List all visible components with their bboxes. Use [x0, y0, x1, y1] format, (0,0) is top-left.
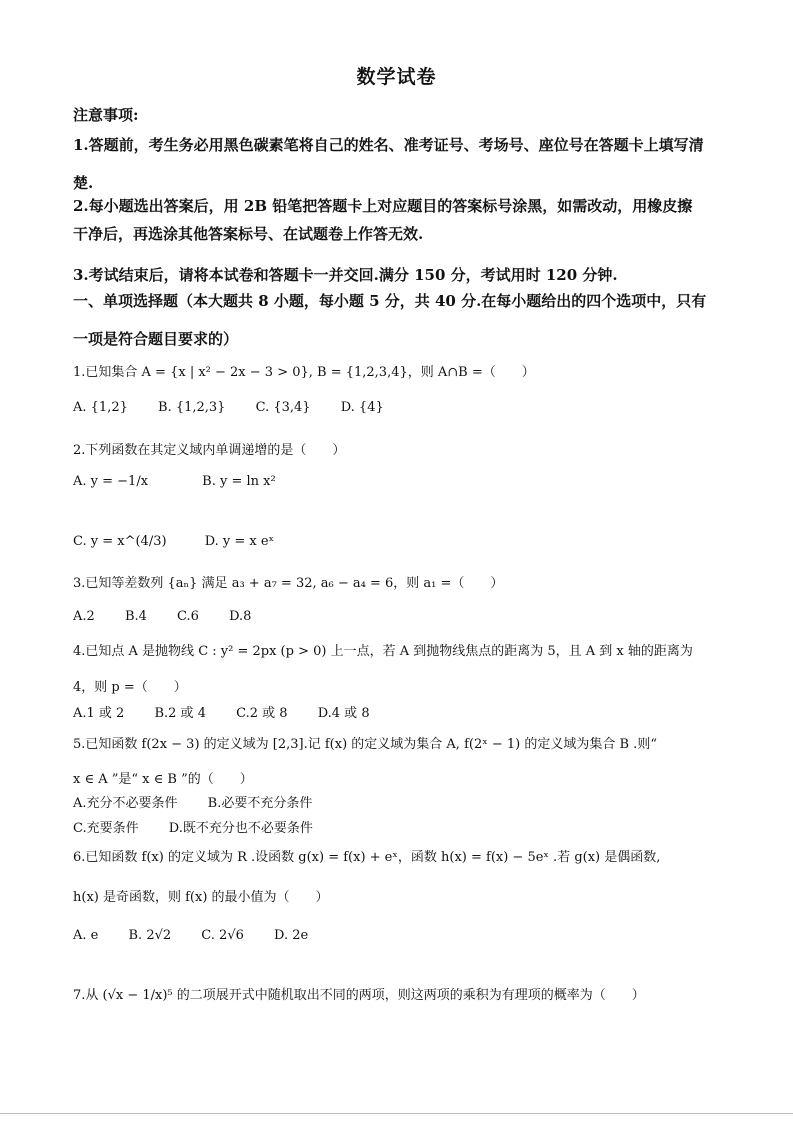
- question-2-option-b[interactable]: B. y = ln x²: [202, 474, 276, 489]
- question-5-option-a[interactable]: A.充分不必要条件: [73, 796, 178, 811]
- question-5-options-ab: [73, 792, 338, 811]
- question-6-stem: 6.已知函数 f(x) 的定义域为 R .设函数 g(x) = f(x) + eˣ，函数 h(x) = f(x) − 5eˣ .若 g(x) 是偶函数,: [73, 850, 661, 865]
- question-5-option-c[interactable]: C.充要条件: [73, 821, 139, 836]
- question-5-option-b[interactable]: B.必要不充分条件: [207, 796, 313, 811]
- question-2-options-ab: [73, 474, 302, 489]
- question-6-option-b[interactable]: B. 2√2: [128, 928, 172, 943]
- question-4-option-c[interactable]: C.2 或 8: [236, 706, 288, 721]
- question-1-option-c[interactable]: C. {3,4}: [255, 400, 311, 415]
- section-heading: 一、单项选择题（本大题共 8 小题，每小题 5 分，共 40 分.在每小题给出的四个选项中，只有: [73, 292, 707, 310]
- notice-item-2: 2.每小题选出答案后，用 2B 铅笔把答题卡上对应题目的答案标号涂黑，如需改动，用橡皮擦: [73, 197, 693, 215]
- notice-item-1: 1.答题前，考生务必用黑色碳素笔将自己的姓名、准考证号、考场号、座位号在答题卡上填写清: [73, 136, 704, 154]
- question-4-options: [73, 702, 396, 721]
- question-3-option-d[interactable]: D.8: [229, 609, 252, 624]
- question-6-option-d[interactable]: D. 2e: [274, 928, 309, 943]
- question-3-stem: 3.已知等差数列 {aₙ} 满足 a₃ + a₇ = 32, a₆ − a₄ = 6，则 a₁ =（ ）: [73, 576, 504, 591]
- question-7-stem: 7.从 (√x − 1/x)⁵ 的二项展开式中随机取出不同的两项，则这两项的乘积为有理项的概率为（ ）: [73, 988, 645, 1003]
- notice-heading: 注意事项:: [73, 106, 139, 124]
- question-2-options-cd: [73, 534, 300, 549]
- question-4-option-d[interactable]: D.4 或 8: [317, 706, 370, 721]
- question-1-stem: 1.已知集合 A = {x | x² − 2x − 3 > 0}, B = {1,2,3,4}，则 A∩B =（ ）: [73, 365, 535, 380]
- question-6-option-a[interactable]: A. e: [73, 928, 99, 943]
- question-4-stem-cont: 4，则 p =（ ）: [73, 680, 187, 695]
- notice-item-3: 3.考试结束后，请将本试卷和答题卡一并交回.满分 150 分，考试用时 120 分钟.: [73, 266, 618, 284]
- question-5-stem: 5.已知函数 f(2x − 3) 的定义域为 [2,3].记 f(x) 的定义域为集合 A, f(2ˣ − 1) 的定义域为集合 B .则“: [73, 737, 657, 752]
- question-2-stem: 2.下列函数在其定义域内单调递增的是（ ）: [73, 443, 346, 458]
- question-5-stem-cont: x ∈ A ”是“ x ∈ B ”的（ ）: [73, 772, 253, 787]
- question-4-stem: 4.已知点 A 是抛物线 C : y² = 2px (p > 0) 上一点，若 A 到抛物线焦点的距离为 5，且 A 到 x 轴的距离为: [73, 644, 693, 659]
- question-3-option-c[interactable]: C.6: [177, 609, 199, 624]
- section-heading-cont: 一项是符合题目要求的）: [73, 330, 239, 348]
- question-3-options: [73, 609, 277, 624]
- question-3-option-b[interactable]: B.4: [124, 609, 147, 624]
- question-2-option-c[interactable]: C. y = x^(4/3): [73, 534, 167, 549]
- notice-item-2-cont: 干净后，再选涂其他答案标号、在试题卷上作答无效.: [73, 225, 424, 243]
- page-bottom-divider: [0, 1113, 793, 1114]
- question-2-option-d[interactable]: D. y = x eˣ: [204, 534, 275, 549]
- notice-item-1-cont: 楚.: [73, 174, 94, 192]
- question-1-option-d[interactable]: D. {4}: [340, 400, 384, 415]
- question-6-options: [73, 928, 334, 943]
- question-4-option-a[interactable]: A.1 或 2: [73, 706, 125, 721]
- question-3-option-a[interactable]: A.2: [73, 609, 95, 624]
- question-2-option-a[interactable]: A. y = −1/x: [73, 474, 149, 489]
- question-5-option-d[interactable]: D.既不充分也不必要条件: [168, 821, 313, 836]
- question-6-option-c[interactable]: C. 2√6: [201, 928, 244, 943]
- question-6-stem-cont: h(x) 是奇函数，则 f(x) 的最小值为（ ）: [73, 890, 329, 905]
- question-1-options: [73, 400, 410, 415]
- question-4-option-b[interactable]: B.2 或 4: [154, 706, 206, 721]
- question-5-options-cd: [73, 817, 339, 836]
- page-title: 数学试卷: [356, 66, 437, 88]
- question-1-option-b[interactable]: B. {1,2,3}: [158, 400, 226, 415]
- question-1-option-a[interactable]: A. {1,2}: [73, 400, 128, 415]
